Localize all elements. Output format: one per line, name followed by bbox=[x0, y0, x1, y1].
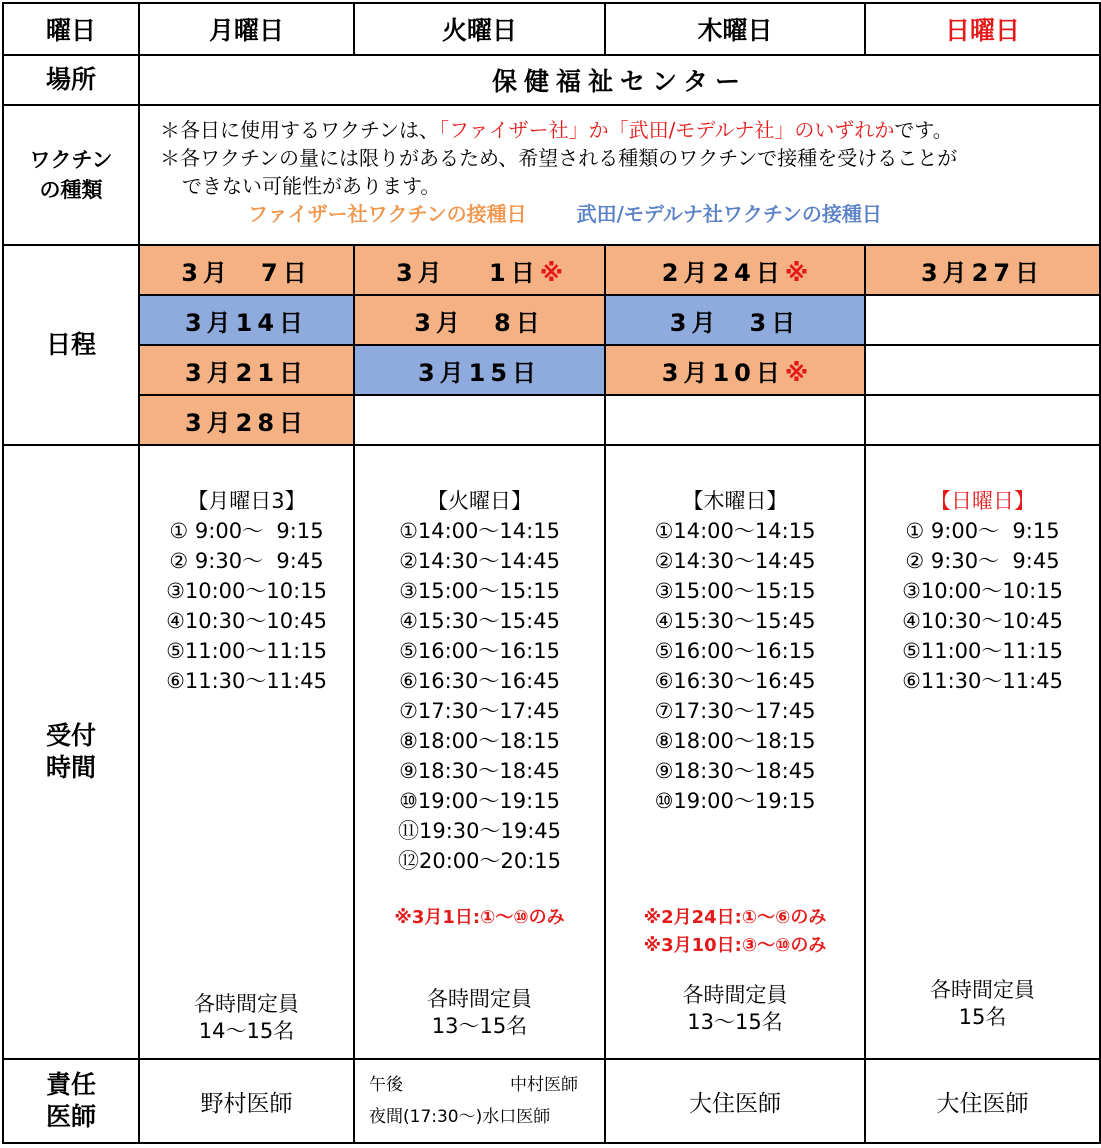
reception-row bbox=[3, 445, 1100, 1059]
times-tue-capacity bbox=[355, 986, 604, 1040]
doctor-label-line2: 医師 bbox=[45, 1102, 96, 1131]
date-thu-1-mark: ※ bbox=[784, 258, 809, 287]
doctor-tue-afternoon-label: 午後 bbox=[369, 1075, 403, 1095]
date-cell-thu-2 bbox=[605, 295, 865, 345]
times-tue-capacity-line2: 13～15名 bbox=[431, 1014, 528, 1038]
time-slot: ⑩19:00～19:15 bbox=[654, 789, 816, 813]
header-weekday-label: 曜日 bbox=[3, 3, 139, 55]
times-tuesday bbox=[354, 445, 605, 1059]
vaccine-note-1 bbox=[160, 116, 1099, 144]
legend-pfizer: ファイザー社ワクチンの接種日 bbox=[248, 202, 527, 226]
time-slot: ③15:00～15:15 bbox=[399, 579, 560, 603]
date-cell-mon-1 bbox=[139, 245, 354, 295]
times-sunday bbox=[865, 445, 1100, 1059]
time-slot: ⑩19:00～19:15 bbox=[399, 789, 560, 813]
doctor-thursday: 大住医師 bbox=[605, 1059, 865, 1143]
date-cell-thu-1 bbox=[605, 245, 865, 295]
times-thu-note-2: ※3月10日:③～⑩のみ bbox=[643, 935, 827, 956]
time-slot: ⑧18:00～18:15 bbox=[654, 729, 816, 753]
time-slot: ⑫20:00～20:15 bbox=[397, 849, 562, 873]
date-mon-3: 3月21日 bbox=[184, 358, 309, 387]
time-slot: ①14:00～14:15 bbox=[654, 519, 816, 543]
date-cell-tue-2 bbox=[354, 295, 605, 345]
header-sunday: 日曜日 bbox=[865, 3, 1100, 55]
vaccine-type-label bbox=[3, 105, 139, 245]
vaccine-note-2-line2: できない可能性があります。 bbox=[182, 174, 441, 198]
vaccination-schedule-table bbox=[2, 2, 1101, 1144]
doctor-label-line1: 責任 bbox=[45, 1070, 96, 1099]
times-mon-slots bbox=[140, 516, 353, 696]
time-slot: ③10:00～10:15 bbox=[902, 579, 1063, 603]
doctor-sunday: 大住医師 bbox=[865, 1059, 1100, 1143]
times-thursday bbox=[605, 445, 865, 1059]
time-slot: ⑤11:00～11:15 bbox=[902, 639, 1063, 663]
vaccine-legend bbox=[160, 200, 1099, 228]
times-thu-note-1: ※2月24日:①～⑥のみ bbox=[643, 907, 827, 928]
time-slot: ⑥16:30～16:45 bbox=[399, 669, 560, 693]
date-cell-mon-3 bbox=[139, 345, 354, 395]
times-mon-title: 【月曜日3】 bbox=[187, 489, 306, 513]
vaccine-notes bbox=[139, 105, 1100, 245]
schedule-row-2 bbox=[3, 295, 1100, 345]
vaccine-type-label-line2: の種類 bbox=[39, 178, 103, 202]
time-slot: ④15:30～15:45 bbox=[399, 609, 560, 633]
times-mon-capacity-line2: 14～15名 bbox=[198, 1019, 295, 1043]
doctor-tuesday bbox=[354, 1059, 605, 1143]
times-monday bbox=[139, 445, 354, 1059]
date-sun-1: 3月27日 bbox=[920, 258, 1045, 287]
date-cell-tue-1 bbox=[354, 245, 605, 295]
date-tue-1: 3月 1日 bbox=[395, 258, 540, 287]
times-thu-capacity bbox=[606, 982, 864, 1036]
time-slot: ⑪19:30～19:45 bbox=[397, 819, 562, 843]
vaccine-note-1-highlight: 「ファイザー社」か「武田/モデルナ社」のいずれか bbox=[439, 118, 895, 142]
header-thursday: 木曜日 bbox=[605, 3, 865, 55]
reception-label bbox=[3, 445, 139, 1059]
times-tue-slots bbox=[355, 516, 604, 876]
doctor-row bbox=[3, 1059, 1100, 1143]
time-slot: ⑤16:00～16:15 bbox=[399, 639, 560, 663]
schedule-row-3 bbox=[3, 345, 1100, 395]
place-label: 場所 bbox=[3, 55, 139, 105]
date-tue-3: 3月15日 bbox=[417, 358, 542, 387]
time-slot: ⑨18:30～18:45 bbox=[654, 759, 816, 783]
times-sun-capacity-line1: 各時間定員 bbox=[930, 978, 1035, 1002]
times-thu-title: 【木曜日】 bbox=[682, 489, 788, 513]
time-slot: ③10:00～10:15 bbox=[166, 579, 327, 603]
header-monday: 月曜日 bbox=[139, 3, 354, 55]
place-value: 保健福祉センター bbox=[139, 55, 1100, 105]
date-cell-tue-3 bbox=[354, 345, 605, 395]
date-tue-1-mark: ※ bbox=[539, 258, 564, 287]
times-mon-capacity bbox=[140, 991, 353, 1045]
date-cell-sun-2-empty bbox=[865, 295, 1100, 345]
header-row bbox=[3, 3, 1100, 55]
times-thu-capacity-line1: 各時間定員 bbox=[682, 983, 788, 1007]
reception-label-line2: 時間 bbox=[45, 753, 96, 782]
vaccine-type-row bbox=[3, 105, 1100, 245]
time-slot: ④15:30～15:45 bbox=[654, 609, 816, 633]
date-mon-4: 3月28日 bbox=[184, 408, 309, 437]
times-sun-capacity bbox=[866, 977, 1099, 1031]
time-slot: ②14:30～14:45 bbox=[399, 549, 560, 573]
time-slot: ② 9:30～ 9:45 bbox=[169, 549, 324, 573]
date-cell-thu-4-empty bbox=[605, 395, 865, 445]
vaccine-note-2-line1: ＊各ワクチンの量には限りがあるため、希望される種類のワクチンで接種を受けることが bbox=[160, 146, 958, 170]
doctor-monday: 野村医師 bbox=[139, 1059, 354, 1143]
reception-label-line1: 受付 bbox=[45, 721, 96, 750]
legend-moderna: 武田/モデルナ社ワクチンの接種日 bbox=[576, 202, 882, 226]
times-thu-capacity-line2: 13～15名 bbox=[687, 1010, 783, 1034]
doctor-tue-row1 bbox=[369, 1069, 604, 1101]
times-sun-slots bbox=[866, 516, 1099, 696]
doctor-label bbox=[3, 1059, 139, 1143]
time-slot: ⑥11:30～11:45 bbox=[902, 669, 1063, 693]
vaccine-note-1-a: ＊各日に使用するワクチンは、 bbox=[160, 118, 439, 142]
date-cell-sun-1 bbox=[865, 245, 1100, 295]
date-thu-1: 2月24日 bbox=[661, 258, 785, 287]
time-slot: ⑤11:00～11:15 bbox=[166, 639, 327, 663]
date-cell-mon-4 bbox=[139, 395, 354, 445]
time-slot: ⑨18:30～18:45 bbox=[399, 759, 560, 783]
date-tue-2: 3月 8日 bbox=[414, 308, 545, 337]
date-cell-sun-3-empty bbox=[865, 345, 1100, 395]
times-tue-capacity-line1: 各時間定員 bbox=[427, 987, 532, 1011]
time-slot: ③15:00～15:15 bbox=[654, 579, 816, 603]
time-slot: ⑥16:30～16:45 bbox=[654, 669, 816, 693]
time-slot: ② 9:30～ 9:45 bbox=[905, 549, 1060, 573]
time-slot: ⑥11:30～11:45 bbox=[166, 669, 327, 693]
date-mon-2: 3月14日 bbox=[184, 308, 309, 337]
time-slot: ⑤16:00～16:15 bbox=[654, 639, 816, 663]
time-slot: ⑦17:30～17:45 bbox=[399, 699, 560, 723]
times-tue-note: ※3月1日:①～⑩のみ bbox=[394, 907, 565, 928]
time-slot: ① 9:00～ 9:15 bbox=[169, 519, 324, 543]
place-row bbox=[3, 55, 1100, 105]
time-slot: ④10:30～10:45 bbox=[902, 609, 1063, 633]
date-mon-1: 3月 7日 bbox=[181, 258, 312, 287]
times-sun-capacity-line2: 15名 bbox=[958, 1005, 1007, 1029]
date-thu-2: 3月 3日 bbox=[669, 308, 801, 337]
schedule-row-4 bbox=[3, 395, 1100, 445]
vaccine-note-1-c: です。 bbox=[894, 118, 953, 142]
schedule-label: 日程 bbox=[3, 245, 139, 445]
header-tuesday: 火曜日 bbox=[354, 3, 605, 55]
doctor-tue-row2: 夜間(17:30～)水口医師 bbox=[369, 1107, 551, 1127]
date-cell-thu-3 bbox=[605, 345, 865, 395]
doctor-tue-afternoon-doctor: 中村医師 bbox=[510, 1075, 578, 1095]
vaccine-type-label-line1: ワクチン bbox=[29, 148, 113, 172]
date-cell-tue-4-empty bbox=[354, 395, 605, 445]
time-slot: ① 9:00～ 9:15 bbox=[905, 519, 1060, 543]
schedule-row-1 bbox=[3, 245, 1100, 295]
date-cell-sun-4-empty bbox=[865, 395, 1100, 445]
times-mon-capacity-line1: 各時間定員 bbox=[194, 992, 299, 1016]
time-slot: ①14:00～14:15 bbox=[399, 519, 560, 543]
time-slot: ④10:30～10:45 bbox=[166, 609, 327, 633]
times-tue-title: 【火曜日】 bbox=[427, 489, 532, 513]
times-sun-title: 【日曜日】 bbox=[930, 489, 1035, 513]
date-cell-mon-2 bbox=[139, 295, 354, 345]
date-thu-3: 3月10日 bbox=[661, 358, 785, 387]
date-thu-3-mark: ※ bbox=[784, 358, 809, 387]
time-slot: ⑧18:00～18:15 bbox=[399, 729, 560, 753]
time-slot: ②14:30～14:45 bbox=[654, 549, 816, 573]
time-slot: ⑦17:30～17:45 bbox=[654, 699, 816, 723]
times-thu-slots bbox=[606, 516, 864, 816]
